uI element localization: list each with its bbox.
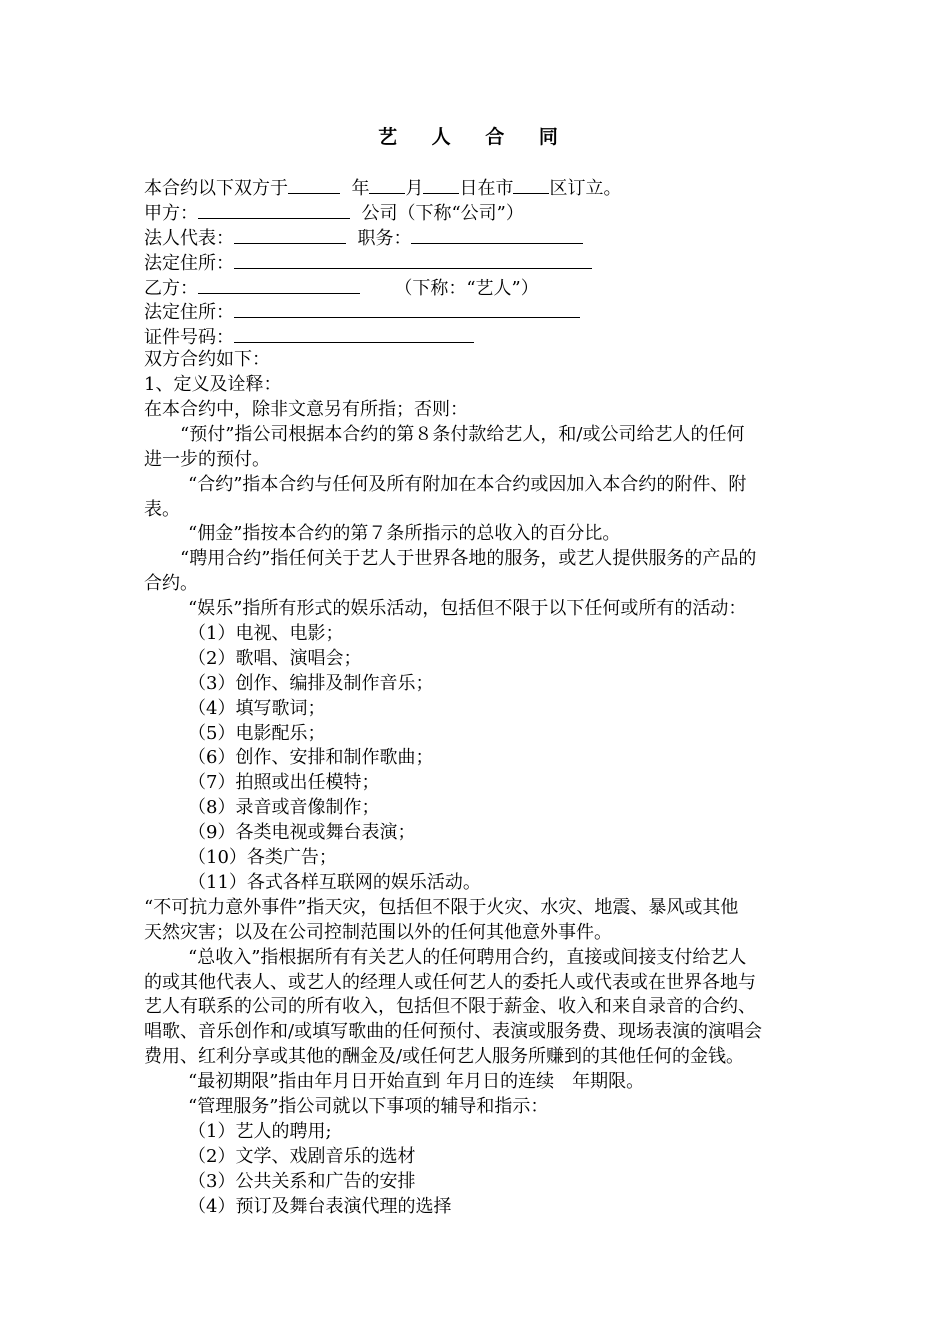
- activity-item: （2）歌唱、演唱会；: [188, 647, 362, 669]
- definition-advance-cont: 进一步的预付。: [144, 448, 270, 470]
- definition-initial-term: “最初期限”指由年月日开始直到 年月日的连续 年期限。: [188, 1071, 645, 1093]
- party-b-line: [144, 274, 814, 299]
- district-blank: [513, 174, 549, 194]
- legal-rep-line: [144, 224, 814, 249]
- definition-engagement: “聘用合约”指任何关于艺人于世界各地的服务，或艺人提供服务的产品的: [180, 548, 757, 570]
- definition-contract-cont: 表。: [144, 498, 180, 520]
- definition-management: “管理服务”指公司就以下事项的辅导和指示：: [188, 1095, 549, 1117]
- intro-line: [144, 174, 814, 199]
- definition-advance: “预付”指公司根据本合约的第８条付款给艺人，和/或公司给艺人的任何: [180, 423, 745, 445]
- definition-entertainment: “娱乐”指所有形式的娱乐活动，包括但不限于以下任何或所有的活动：: [188, 598, 747, 620]
- definition-gross-income-cont: 费用、红利分享或其他的酬金及/或任何艺人服务所赚到的其他任何的金钱。: [144, 1046, 745, 1068]
- party-a-line: [144, 199, 814, 224]
- definition-engagement-cont: 合约。: [144, 573, 198, 595]
- party-a-blank: [198, 199, 350, 219]
- intro-text-1: 本合约以下双方于: [144, 178, 288, 199]
- party-b-label: 乙方：: [144, 277, 198, 299]
- definition-gross-income-cont: 艺人有联系的公司的所有收入，包括但不限于薪金、收入和来自录音的合约、: [144, 996, 756, 1018]
- contract-body: [144, 174, 814, 1219]
- definition-force-majeure-cont: 天然灾害；以及在公司控制范围以外的任何其他意外事件。: [144, 921, 612, 943]
- activity-item: （1）电视、电影；: [188, 623, 344, 645]
- definition-gross-income-cont: 唱歌、音乐创作和/或填写歌曲的任何预付、表演或服务费、现场表演的演唱会: [144, 1021, 763, 1043]
- party-a-suffix: 公司（下称“公司”）: [361, 202, 524, 224]
- party-a-address-line: [144, 249, 814, 274]
- intro-text-5: 区订立。: [549, 178, 622, 199]
- position-label: 职务：: [357, 227, 412, 249]
- agreement-line: 双方合约如下：: [144, 349, 270, 371]
- legal-rep-label: 法人代表：: [144, 227, 234, 249]
- date-blank-1: [288, 174, 340, 194]
- activity-item: （6）创作、安排和制作歌曲；: [188, 747, 434, 769]
- service-item: （4）预订及舞台表演代理的选择: [188, 1195, 452, 1217]
- section-heading: 1、定义及诠释：: [144, 374, 282, 396]
- definition-gross-income: “总收入”指根据所有有关艺人的任何聘用合约，直接或间接支付给艺人: [188, 946, 747, 968]
- activity-item: （8）录音或音像制作；: [188, 797, 380, 819]
- definition-gross-income-cont: 的或其他代表人、或艺人的经理人或任何艺人的委托人或代表或在世界各地与: [144, 971, 756, 993]
- id-number-blank: [234, 323, 474, 343]
- activity-item: （7）拍照或出任模特；: [188, 772, 380, 794]
- party-b-address-blank: [234, 298, 580, 318]
- party-b-suffix: （下称：“艺人”）: [394, 277, 539, 299]
- legal-rep-blank: [234, 224, 346, 244]
- service-item: （3）公共关系和广告的安排: [188, 1170, 416, 1192]
- id-number-label: 证件号码：: [144, 327, 234, 349]
- activity-item: （5）电影配乐；: [188, 722, 326, 744]
- activity-item: （10）各类广告；: [188, 847, 337, 869]
- definition-force-majeure: “不可抗力意外事件”指天灾，包括但不限于火灾、水灾、地震、暴风或其他: [144, 896, 739, 918]
- party-a-address-blank: [234, 249, 592, 269]
- position-blank: [411, 224, 583, 244]
- party-b-address-line: [144, 298, 814, 323]
- day-blank: [423, 174, 459, 194]
- activity-item: （3）创作、编排及制作音乐；: [188, 672, 434, 694]
- intro-text-4: 日在市: [459, 178, 514, 199]
- party-a-label: 甲方：: [144, 202, 198, 224]
- intro-text-3: 月: [405, 178, 424, 199]
- party-b-address-label: 法定住所：: [144, 302, 234, 324]
- document-title: 艺 人 合 同: [378, 126, 572, 148]
- activity-item: （9）各类电视或舞台表演；: [188, 822, 416, 844]
- activity-item: （4）填写歌词；: [188, 697, 326, 719]
- activity-item: （11）各式各样互联网的娱乐活动。: [188, 871, 481, 893]
- intro-text-2: 年: [351, 178, 370, 199]
- definition-commission: “佣金”指按本合约的第７条所指示的总收入的百分比。: [188, 523, 621, 545]
- service-item: （2）文学、戏剧音乐的选材: [188, 1145, 416, 1167]
- id-number-line: [144, 323, 814, 348]
- party-a-address-label: 法定住所：: [144, 252, 234, 274]
- party-b-blank: [198, 274, 360, 294]
- section-lead: 在本合约中，除非文意另有所指；否则：: [144, 399, 468, 421]
- service-item: （1）艺人的聘用;: [188, 1120, 332, 1142]
- month-blank: [369, 174, 405, 194]
- definition-contract: “合约”指本合约与任何及所有附加在本合约或因加入本合约的附件、附: [188, 473, 747, 495]
